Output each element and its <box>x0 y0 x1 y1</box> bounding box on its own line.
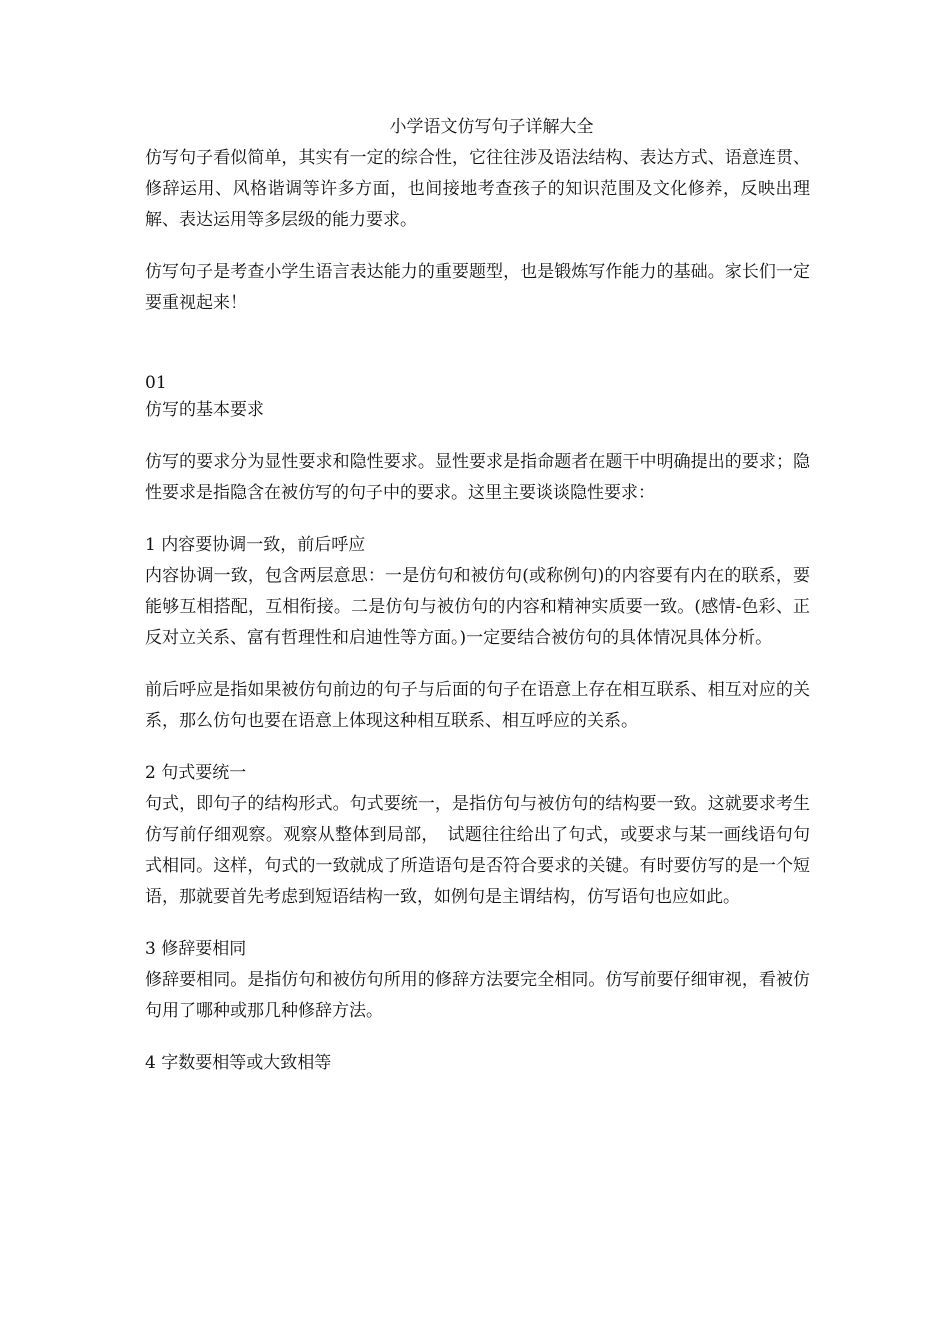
intro-paragraph-1: 仿写句子看似简单，其实有一定的综合性，它往往涉及语法结构、表达方式、语意连贯、修辞运用、风格谐调等许多方面，也间接地考查孩子的知识范围及文化修养，反映出理解、表达运用等多层级的能力要求。 <box>145 148 810 230</box>
requirement-3-paragraph: 修辞要相同。是指仿句和被仿句所用的修辞方法要完全相同。仿写前要仔细审视，看被仿句用了哪种或那几种修辞方法。 <box>145 970 810 1021</box>
section-spacer <box>145 319 810 372</box>
document-title: 小学语文仿写句子详解大全 <box>389 117 594 137</box>
requirement-1-paragraph-1: 内容协调一致，包含两层意思：一是仿句和被仿句(或称例句)的内容要有内在的联系，要能够互相搭配，互相衔接。二是仿句与被仿句的内容和精神实质要一致。(感情-色彩、正反对立关系、富有哲理性和启迪性等方面。)一定要结合被仿句的具体情况具体分析。 <box>145 566 810 648</box>
intro-paragraph-2: 仿写句子是考查小学生语言表达能力的重要题型，也是锻炼写作能力的基础。家长们一定要重视起来！ <box>145 262 810 313</box>
section-title: 仿写的基本要求 <box>145 400 264 420</box>
section-intro-paragraph: 仿写的要求分为显性要求和隐性要求。显性要求是指命题者在题干中明确提出的要求；隐性要求是指隐含在被仿写的句子中的要求。这里主要谈谈隐性要求： <box>145 452 810 503</box>
requirement-2-heading: 2 句式要统一 <box>145 763 247 783</box>
requirement-2-paragraph: 句式，即句子的结构形式。句式要统一，是指仿句与被仿句的结构要一致。这就要求考生仿写前仔细观察。观察从整体到局部， 试题往往给出了句式，或要求与某一画线语句句式相同。这样，句式的一致就成了所造语句是否符合要求的关键。有时要仿写的是一个短语，那就要首先考虑到短语结构一致，如例句是主谓结构，仿写语句也应如此。 <box>145 794 810 907</box>
section-number: 01 <box>145 373 167 393</box>
requirement-1-paragraph-2: 前后呼应是指如果被仿句前边的句子与后面的句子在语意上存在相互联系、相互对应的关系，那么仿句也要在语意上体现这种相互联系、相互呼应的关系。 <box>145 680 810 731</box>
requirement-3-heading: 3 修辞要相同 <box>145 939 247 959</box>
requirement-4-heading: 4 字数要相等或大致相等 <box>145 1053 332 1073</box>
requirement-1-heading: 1 内容要协调一致，前后呼应 <box>145 535 366 555</box>
document-body <box>145 112 810 1079</box>
